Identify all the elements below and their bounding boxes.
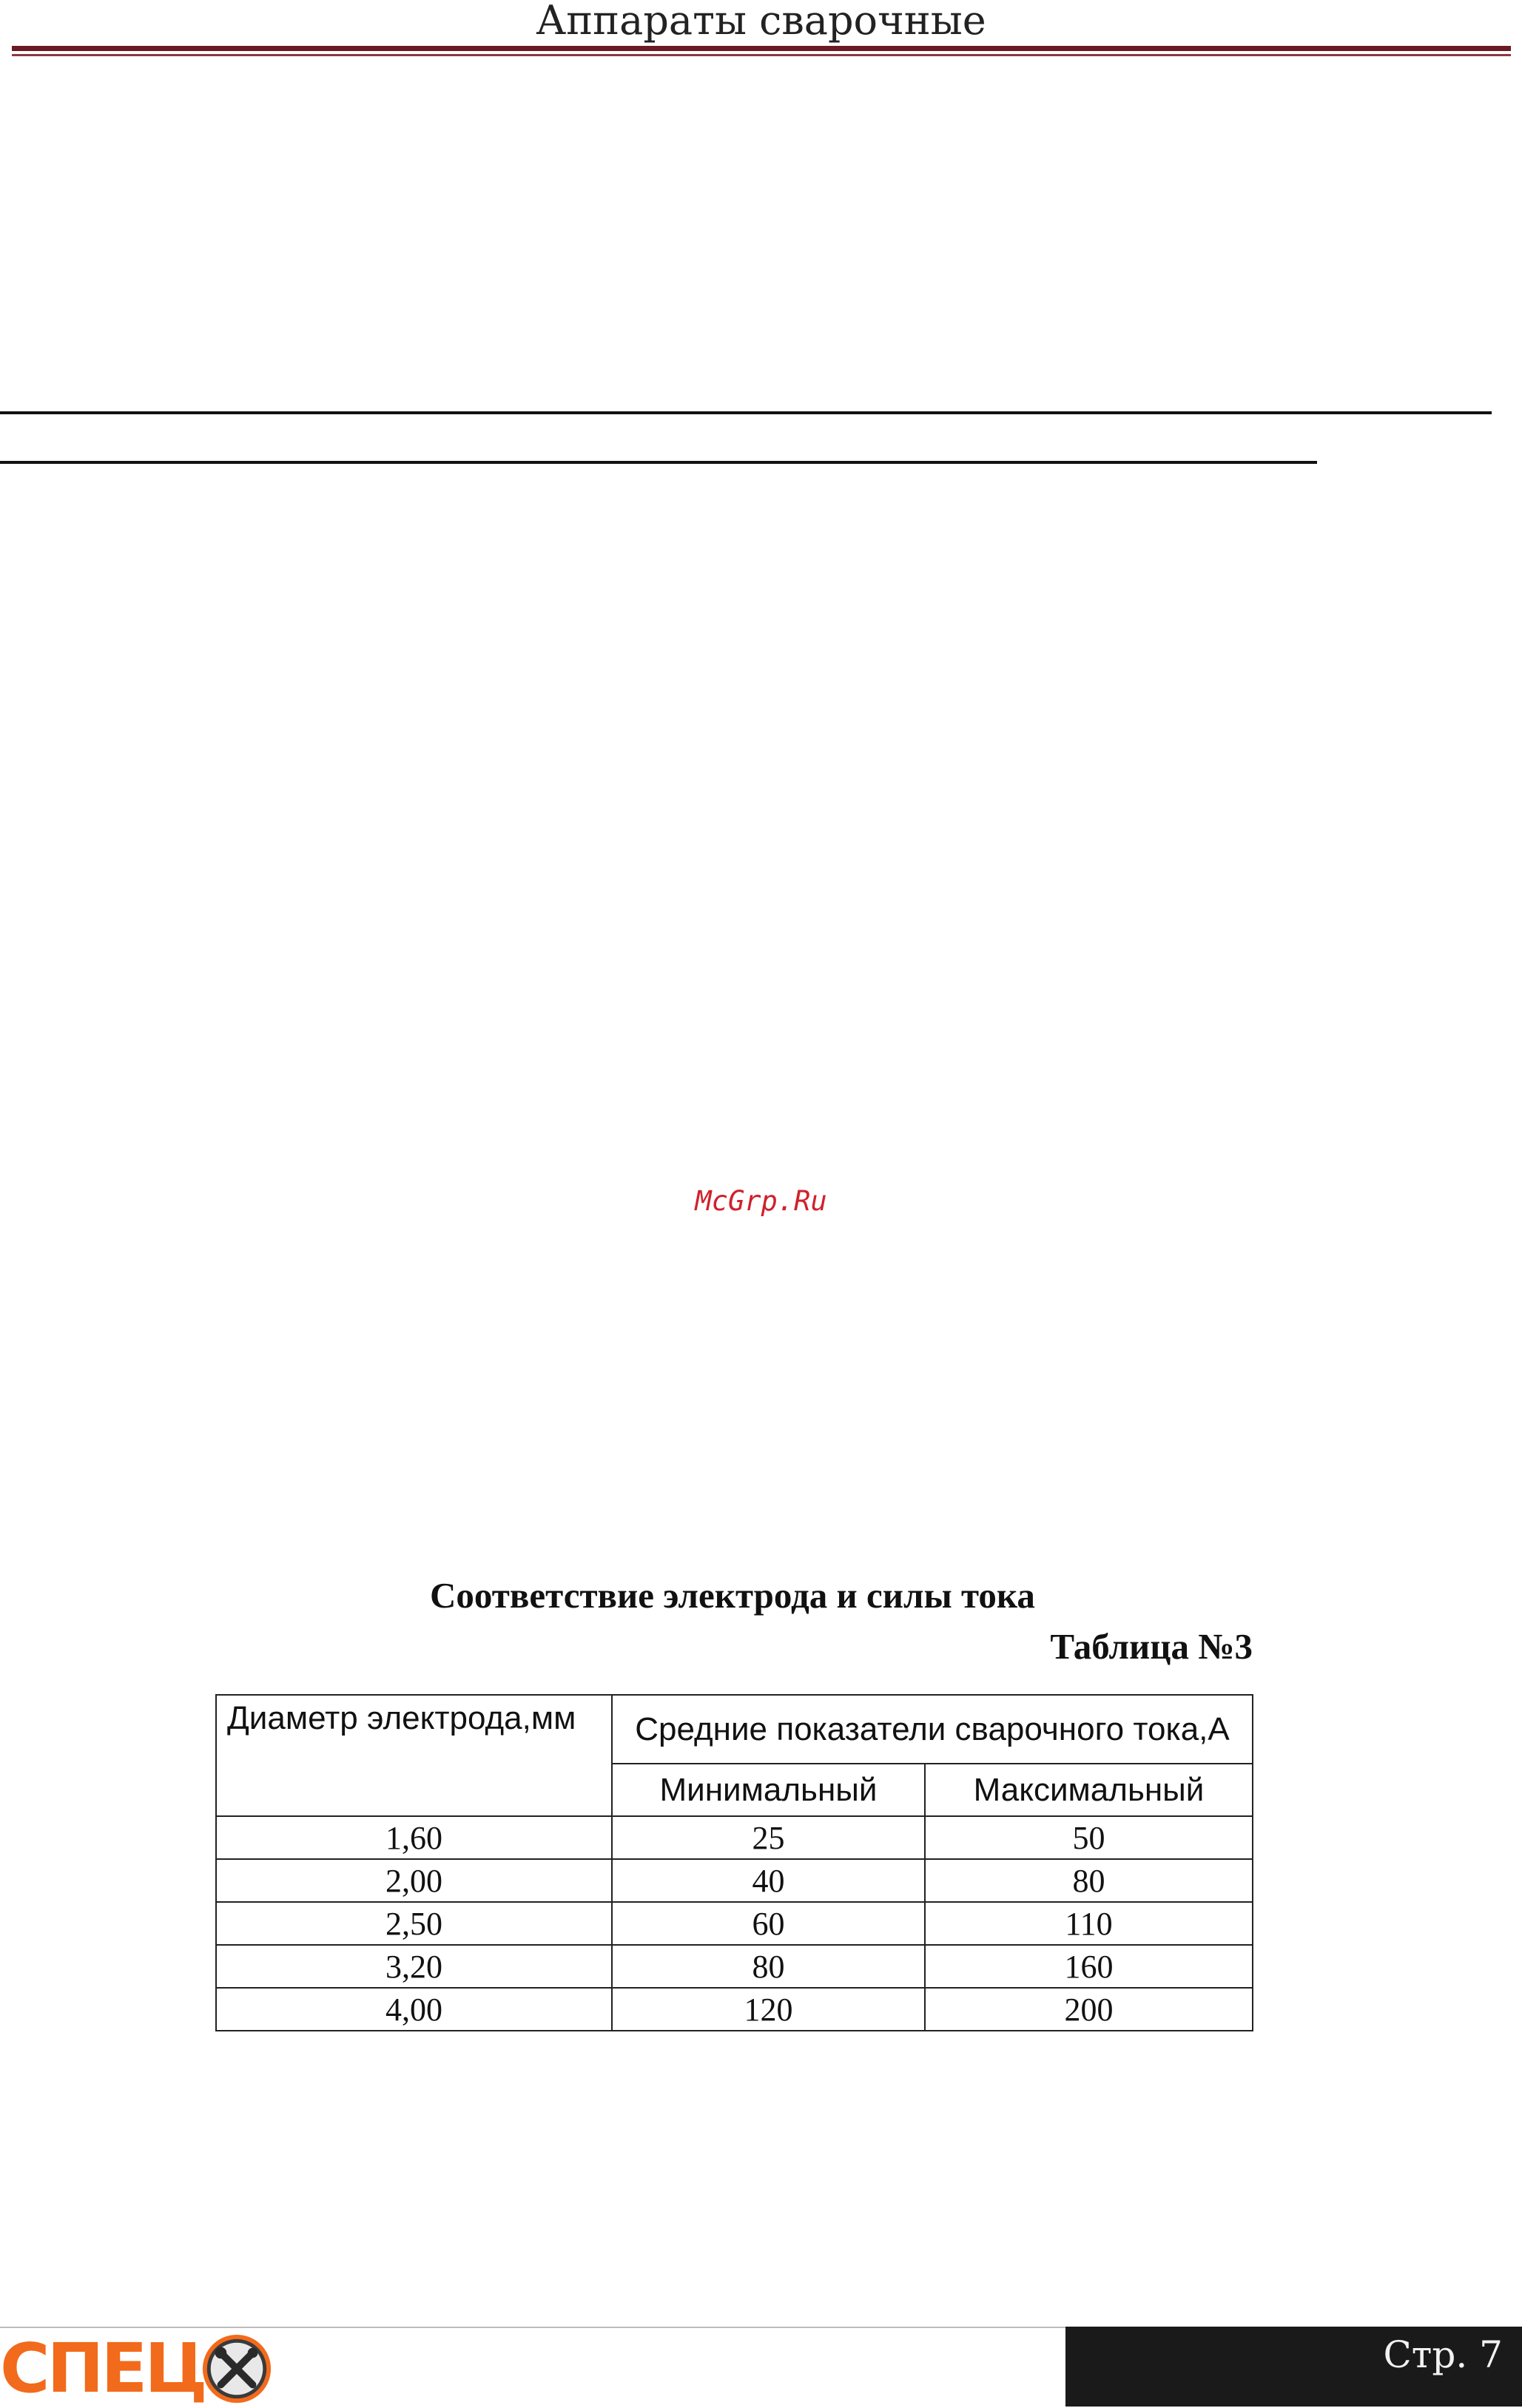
header-min: Минимальный [612,1764,925,1816]
table-row [216,1945,1253,1988]
cell-diameter: 2,00 [216,1859,612,1902]
electrode-current-table [215,1694,1253,2031]
page-number: Стр. 7 [1383,2333,1503,2376]
table-row [216,1902,1253,1945]
header-rule-thin [12,54,1511,56]
cell-max: 80 [925,1859,1253,1902]
divider-line [0,461,1317,464]
cell-min: 120 [612,1988,925,2031]
table-row [216,1988,1253,2031]
cell-diameter: 4,00 [216,1988,612,2031]
header-current-group: Средние показатели сварочного тока,А [612,1695,1253,1764]
header-rule [12,46,1511,51]
cell-diameter: 3,20 [216,1945,612,1988]
cell-min: 25 [612,1816,925,1859]
table-number: Таблица №3 [1050,1626,1253,1667]
cell-max: 110 [925,1902,1253,1945]
table-row [216,1816,1253,1859]
divider-line [0,411,1492,414]
table-row [216,1859,1253,1902]
watermark[interactable]: McGrp.Ru [695,1185,827,1217]
logo-text: СПЕЦ [0,2328,205,2408]
header-max: Максимальный [925,1764,1253,1816]
logo [0,2330,273,2407]
cell-diameter: 2,50 [216,1902,612,1945]
cell-min: 40 [612,1859,925,1902]
cell-max: 160 [925,1945,1253,1988]
table-title: Соответствие электрода и силы тока [430,1575,1035,1616]
footer-rule [0,2327,1065,2328]
cell-min: 60 [612,1902,925,1945]
cell-min: 80 [612,1945,925,1988]
cell-max: 200 [925,1988,1253,2031]
page-header-title: Аппараты сварочные [536,0,986,44]
wrench-screwdriver-icon [201,2333,273,2405]
cell-max: 50 [925,1816,1253,1859]
header-diameter: Диаметр электрода,мм [216,1695,612,1816]
cell-diameter: 1,60 [216,1816,612,1859]
